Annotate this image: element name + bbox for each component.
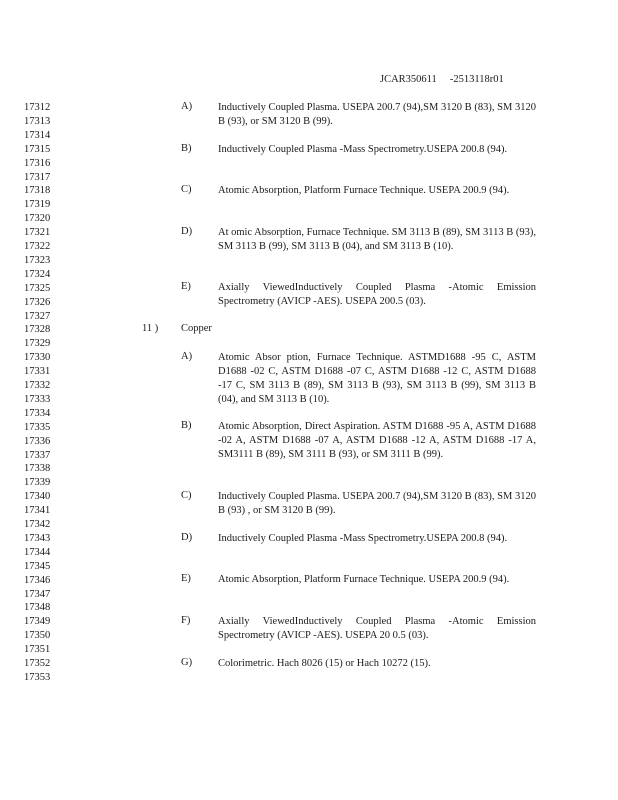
line-number: 17348 (24, 602, 51, 614)
line-number: 17340 (24, 491, 51, 503)
item-letter: D) (181, 532, 193, 543)
document-revision: -2513118r01 (449, 74, 504, 85)
line-number: 17323 (24, 254, 51, 266)
line-number: 17349 (24, 616, 51, 628)
item-text: Atomic Absorption, Platform Furnace Technique. USEPA 200.9 (94). (218, 185, 510, 196)
item-text: Axially ViewedInductively Coupled Plasma -Atomic Emission Spectrometry (AVICP -AES). USEPA 200.5 (03). (218, 282, 536, 307)
item-letter: C) (181, 184, 192, 195)
line-number: 17318 (24, 185, 51, 197)
item-text: Inductively Coupled Plasma -Mass Spectrometry.USEPA 200.8 (94). (218, 533, 508, 544)
line-number: 17322 (24, 241, 51, 252)
line-number: 17350 (24, 630, 51, 642)
item-text: Inductively Coupled Plasma. USEPA 200.7 (94),SM 3120 B (83), SM 3120 B (93), or SM 3120 B (99). (218, 102, 536, 127)
line-number: 17338 (24, 463, 51, 475)
line-number: 17335 (24, 421, 51, 433)
line-number: 17342 (24, 519, 51, 530)
item-text: Atomic Absorption, Platform Furnace Technique. USEPA 200.9 (94). (218, 574, 510, 585)
section-title: Copper (181, 323, 212, 334)
line-number: 17324 (24, 268, 51, 280)
item-text: Atomic Absor ption, Furnace Technique. ASTMD1688 -95 C, ASTM D1688 -02 C, ASTM D1688 -07 C, ASTM D1688 -12 C, ASTM D1688 -17 C, SM 3113 B (89), SM 3113 B (93), SM 3113 B (99), SM 3113 B (04), and SM 3113 B (10). (218, 352, 536, 405)
item-letter: A) (181, 351, 193, 362)
line-number: 17326 (24, 296, 51, 308)
line-number: 17321 (24, 227, 51, 239)
line-number: 17341 (24, 505, 51, 517)
line-number: 17320 (24, 213, 51, 225)
line-number: 17352 (24, 658, 51, 669)
line-number: 17317 (24, 171, 51, 183)
line-number: 17327 (24, 310, 51, 322)
line-number: 17339 (24, 477, 51, 489)
item-letter: F) (181, 615, 191, 626)
item-letter: B) (181, 143, 192, 154)
item-letter: E) (181, 281, 191, 292)
item-text: Inductively Coupled Plasma -Mass Spectrometry.USEPA 200.8 (94). (218, 144, 508, 155)
line-number: 17351 (24, 644, 51, 656)
line-number: 17330 (24, 352, 51, 364)
line-number: 17346 (24, 574, 51, 586)
item-letter: D) (181, 226, 193, 237)
line-number: 17313 (24, 115, 51, 127)
item-text: At omic Absorption, Furnace Technique. SM 3113 B (89), SM 3113 B (93), SM 3113 B (99), SM 3113 B (04), and SM 3113 B (10). (218, 227, 536, 252)
document-id: JCAR350611 (380, 74, 437, 85)
line-number: 17336 (24, 435, 51, 447)
line-number: 17333 (24, 393, 51, 405)
item-text: Atomic Absorption, Direct Aspiration. ASTM D1688 -95 A, ASTM D1688 -02 A, ASTM D1688 -07 A, ASTM D1688 -12 A, ASTM D1688 -17 A, SM3111 B (89), SM 3111 B (93), or SM 3111 B (99). (218, 421, 536, 460)
line-number: 17345 (24, 560, 51, 572)
line-number: 17314 (24, 129, 51, 141)
item-letter: G) (181, 657, 193, 668)
line-number: 17334 (24, 407, 51, 419)
document-header (380, 74, 504, 85)
line-number: 17319 (24, 199, 51, 211)
item-letter: C) (181, 490, 192, 501)
line-number: 17331 (24, 366, 51, 378)
line-number: 17325 (24, 282, 51, 294)
item-letter: B) (181, 420, 192, 431)
item-text: Colorimetric. Hach 8026 (15) or Hach 10272 (15). (218, 658, 431, 669)
line-number: 17316 (24, 157, 51, 169)
line-number: 17329 (24, 338, 51, 350)
item-text: Inductively Coupled Plasma. USEPA 200.7 (94),SM 3120 B (83), SM 3120 B (93) , or SM 3120 B (99). (218, 491, 536, 516)
item-letter: A) (181, 101, 193, 112)
line-number: 17315 (24, 143, 51, 155)
line-number: 17312 (24, 102, 51, 113)
line-number: 17344 (24, 546, 51, 558)
line-number: 17332 (24, 380, 51, 391)
line-number: 17347 (24, 588, 51, 600)
line-number: 17337 (24, 449, 51, 461)
item-letter: E) (181, 573, 191, 584)
item-text: Axially ViewedInductively Coupled Plasma -Atomic Emission Spectrometry (AVICP -AES). USEPA 20 0.5 (03). (218, 616, 536, 641)
section-number: 11 ) (142, 323, 159, 334)
line-number: 17328 (24, 324, 51, 336)
line-number: 17343 (24, 532, 51, 544)
line-number: 17353 (24, 671, 51, 683)
